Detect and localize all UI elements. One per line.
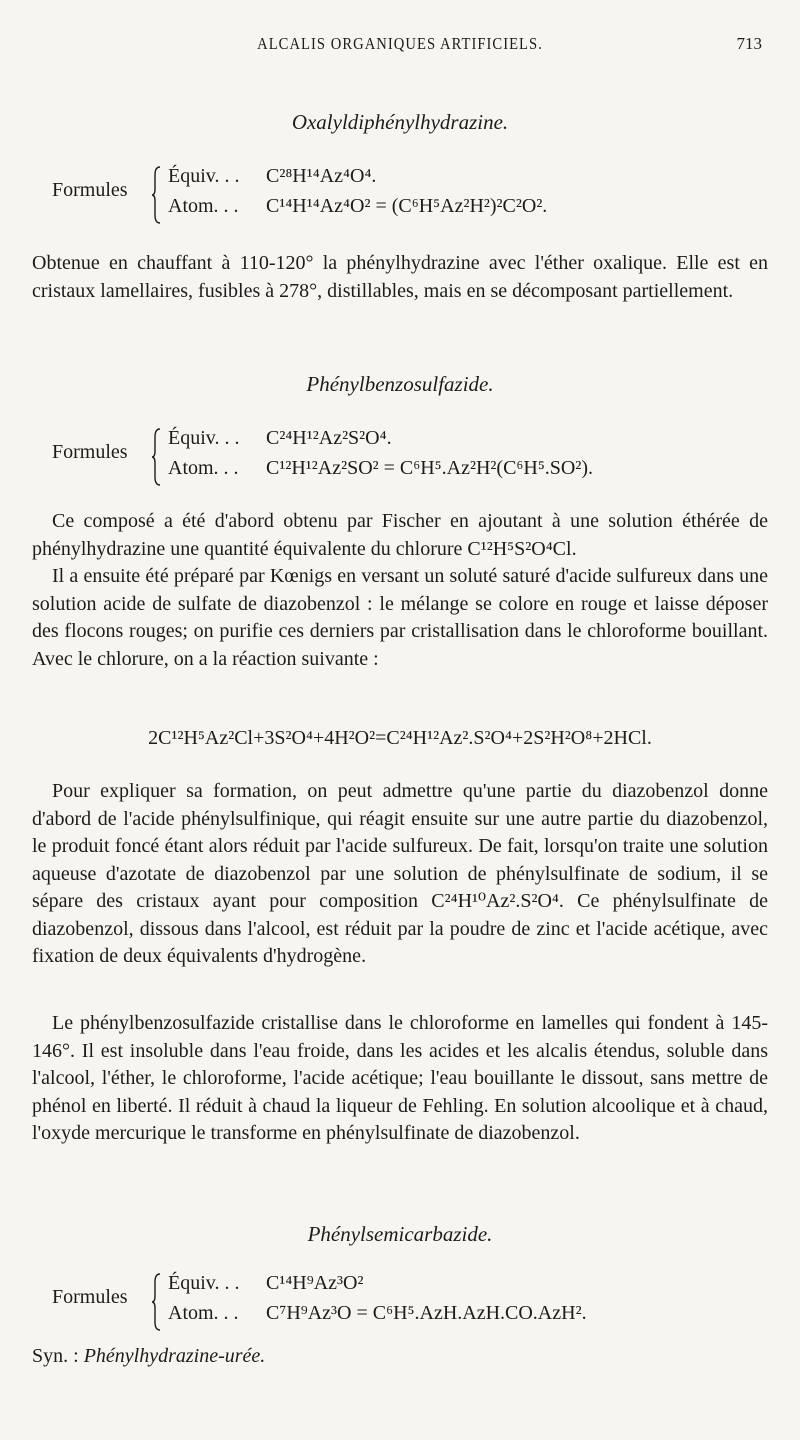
synonym-value: Phénylhydrazine-urée. [83,1345,266,1367]
brace-icon [152,165,162,225]
equiv-label: Équiv. . . [168,1272,240,1294]
formula-block-semicarbazide [52,1272,772,1332]
formula-atom-row [168,1302,587,1325]
page-header [0,34,800,58]
paragraph-fischer: Ce composé a été d'abord obtenu par Fischer en ajoutant à une solution éthérée de phénylhydrazine une quantité équivalente du chlorure C¹²H⁵S²O⁴Cl. [32,510,768,560]
atom-formula: C¹⁴H¹⁴Az⁴O² = (C⁶H⁵Az²H²)²C²O². [266,195,548,217]
formula-equiv-row [168,427,392,450]
equiv-label: Équiv. . . [168,427,240,449]
formula-label: Formules [52,441,128,463]
equiv-formula: C²⁸H¹⁴Az⁴O⁴. [266,165,377,187]
paragraph-properties: Le phénylbenzosulfazide cristallise dans le chloroforme en lamelles qui fondent à 145-146°. Il est insoluble dans l'eau froide, dans les acides et les alcalis étendus, soluble dans l'alcool, l'éther, le chloroforme, l'acide acétique; l'eau bouillante le dissout, sans mettre de phénol en liberté. Il réduit à chaud la liqueur de Fehling. En solution alcoolique et à chaud, l'oxyde mercurique le transforme en phénylsulfinate de diazobenzol. [32,1012,768,1144]
equiv-formula: C¹⁴H⁹Az³O² [266,1272,364,1294]
running-title: ALCALIS ORGANIQUES ARTIFICIELS. [257,34,543,53]
atom-label: Atom. . . [168,1302,239,1324]
formula-label: Formules [52,179,128,201]
formula-atom-row [168,195,547,218]
paragraph-oxalyl-description: Obtenue en chauffant à 110-120° la phénylhydrazine avec l'éther oxalique. Elle est en cristaux lamellaires, fusibles à 278°, distillables, mais en se décomposant partiellement. [32,252,768,302]
formula-label: Formules [52,1286,128,1308]
atom-formula: C⁷H⁹Az³O = C⁶H⁵.AzH.AzH.CO.AzH². [266,1302,587,1324]
equiv-label: Équiv. . . [168,165,240,187]
paragraph-koenigs: Il a ensuite été préparé par Kœnigs en versant un soluté saturé d'acide sulfureux dans une solution acide de sulfate de diazobenzol : le mélange se colore en rouge et laisse déposer des flocons rouges; on purifie ces derniers par cristallisation dans le chloroforme bouillant. Avec le chlorure, on a la réaction suivante : [32,565,768,670]
atom-label: Atom. . . [168,457,239,479]
page-number: 713 [736,34,762,53]
formula-block-benzosulfazide [52,427,772,487]
section-title-oxalyldiphenylhydrazine: Oxalyldiphénylhydrazine. [291,110,509,134]
brace-icon [152,427,162,487]
formula-equiv-row [168,1272,363,1295]
section-title-phenylbenzosulfazide: Phénylbenzosulfazide. [306,372,494,396]
synonym-label: Syn. : [32,1345,79,1367]
brace-icon [152,1272,162,1332]
reaction-equation: 2C¹²H⁵Az²Cl+3S²O⁴+4H²O²=C²⁴H¹²Az².S²O⁴+2S²H²O⁸+2HCl. [148,727,652,749]
atom-label: Atom. . . [168,195,239,217]
equiv-formula: C²⁴H¹²Az²S²O⁴. [266,427,392,449]
synonym-line [32,1345,265,1368]
atom-formula: C¹²H¹²Az²SO² = C⁶H⁵.Az²H²(C⁶H⁵.SO²). [266,457,594,479]
formula-block-oxalyl [52,165,772,225]
paragraph-formation: Pour expliquer sa formation, on peut admettre qu'une partie du diazobenzol donne d'abord de l'acide phénylsulfinique, qui réagit ensuite sur une autre partie du diazobenzol, le produit foncé étant alors réduit par l'acide sulfureux. De fait, lorsqu'on traite une solution aqueuse d'azotate de diazobenzol par une solution de phénylsulfinate de sodium, il se sépare des cristaux ayant pour composition C²⁴H¹⁰Az².S²O⁴. Ce phénylsulfinate de diazobenzol, dissous dans l'alcool, est réduit par la poudre de zinc et l'acide acétique, avec fixation de deux équivalents d'hydrogène. [32,780,768,967]
section-title-phenylsemicarbazide: Phénylsemicarbazide. [307,1222,493,1246]
formula-atom-row [168,457,593,480]
formula-equiv-row [168,165,376,188]
